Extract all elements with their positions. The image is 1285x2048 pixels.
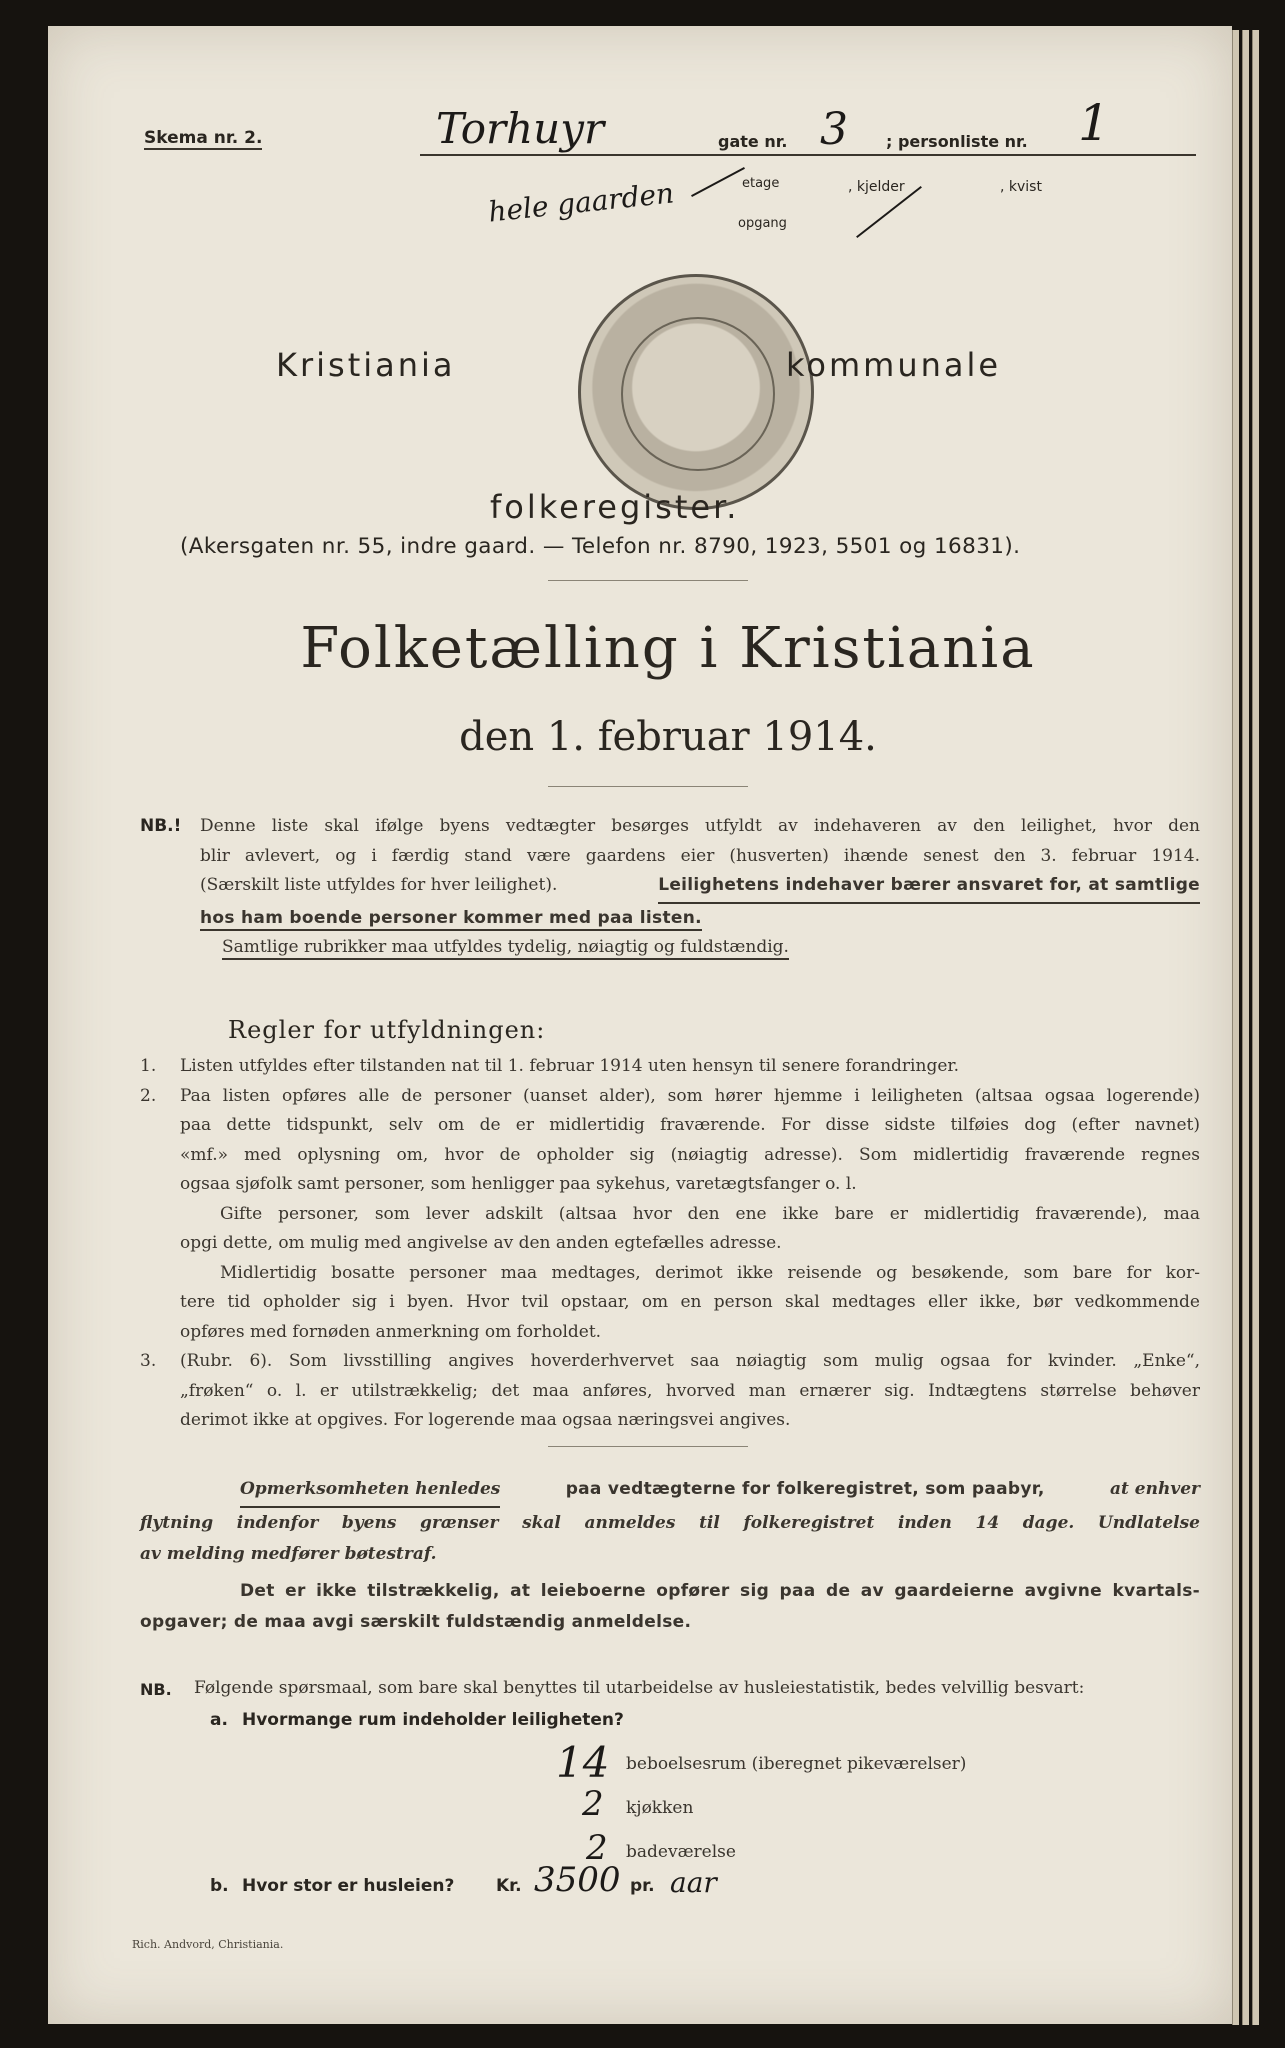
rule-line: [140, 1200, 1200, 1230]
nb-notice-text: [200, 812, 1200, 963]
rule-line: [140, 1318, 1200, 1348]
kitchen-count-handwritten[interactable]: 2: [582, 1784, 604, 1824]
bathroom-label: badeværelse: [626, 1842, 736, 1862]
rule-text: Midlertidig bosatte personer maa medtages, derimot ikke reisende og besøkende, som bare for kor-: [220, 1262, 1200, 1283]
rule-number: 2.: [140, 1085, 157, 1106]
rule-line: [140, 1170, 1200, 1200]
folkeregister-word: folkeregister.: [490, 488, 740, 526]
gate-label: gate nr.: [718, 132, 788, 151]
gate-number-handwritten[interactable]: 3: [820, 104, 848, 155]
rule-number: [140, 1200, 180, 1230]
attention-line-1a: Opmerksomheten henledes: [240, 1474, 500, 1508]
rule-line: [140, 1347, 1200, 1377]
rule-number: [140, 1141, 180, 1171]
nb-line-3b: Leilighetens indehaver bærer ansvaret for, at samtlige: [658, 871, 1200, 904]
rule-number: [140, 1111, 180, 1141]
kitchen-label: kjøkken: [626, 1798, 694, 1818]
rule-line: [140, 1111, 1200, 1141]
personliste-number-handwritten[interactable]: 1: [1078, 94, 1110, 152]
nb-line-1: Denne liste skal ifølge byens vedtægter besørges utfyldt av indehaveren av den leilighet, hvor den: [200, 816, 1200, 836]
rule-text: Paa listen opføres alle de personer (uanset alder), som hører hjemme i leiligheten (altsaa ogsaa logerende): [180, 1085, 1200, 1106]
rule-text: Listen utfyldes efter tilstanden nat til 1. februar 1914 uten hensyn til senere forandringer.: [180, 1056, 960, 1076]
nb-line-3: [200, 871, 1200, 904]
nb-line-3a: (Særskilt liste utfyldes for hver leilighet).: [200, 875, 558, 895]
office-address: (Akersgaten nr. 55, indre gaard. — Telefon nr. 8790, 1923, 5501 og 16831).: [180, 534, 1021, 559]
question-b-label: b.: [210, 1876, 229, 1896]
rooms-label: beboelsesrum (iberegnet pikeværelser): [626, 1754, 967, 1774]
rules-list: [140, 1052, 1200, 1436]
rule-number: 3.: [140, 1351, 157, 1371]
kjelder-label: , kjelder: [848, 179, 905, 195]
rule-line: [140, 1229, 1200, 1259]
rule-number: [140, 1288, 180, 1318]
rule-number: [140, 1406, 180, 1436]
rule-text: opgi dette, om mulig med angivelse av den anden egtefælles adresse.: [180, 1233, 782, 1253]
census-form-page: [48, 26, 1232, 2024]
questions-intro: Følgende spørsmaal, som bare skal benyttes til utarbeidelse av husleiestatistik, bedes velvillig besvart:: [194, 1678, 1085, 1698]
attention-line-4: Det er ikke tilstrækkelig, at leieboerne opfører sig paa de av gaardeierne avgivne kvartals-: [240, 1581, 1200, 1601]
main-title: Folketælling i Kristiania: [300, 616, 1036, 681]
rule-line: [140, 1141, 1200, 1171]
kommunale-word: kommunale: [786, 346, 1002, 384]
rule-line: [140, 1259, 1200, 1289]
rule-text: ogsaa sjøfolk samt personer, som henligger paa sykehus, varetægtsfanger o. l.: [180, 1174, 857, 1194]
rooms-count-handwritten[interactable]: 14: [556, 1738, 610, 1787]
rule-number: [140, 1259, 180, 1289]
rule-number: [140, 1170, 180, 1200]
printer-credit: Rich. Andvord, Christiania.: [132, 1938, 284, 1951]
rule-text: „frøken“ o. l. er utilstrækkelig; det maa anføres, hvorved man ernærer sig. Indtægtens størrelse behøver: [180, 1380, 1200, 1401]
kvist-label: , kvist: [1000, 179, 1042, 195]
nb-line-2: blir avlevert, og i færdig stand være gaardens eier (husverten) ihænde senest den 3. februar 1914.: [200, 845, 1200, 866]
attention-paragraph: [140, 1474, 1200, 1638]
attention-line-1c: at enhver: [1110, 1479, 1200, 1499]
question-a-text: Hvormange rum indeholder leiligheten?: [242, 1710, 624, 1730]
opgang-label: opgang: [738, 216, 787, 231]
handwritten-strike-1: [691, 167, 745, 197]
rule-number: [140, 1377, 180, 1407]
bathroom-count-handwritten[interactable]: 2: [586, 1828, 608, 1868]
rule-text: paa dette tidspunkt, selv om de er midlertidig fraværende. For disse sidste tilføies dog (efter navnet): [180, 1115, 1200, 1135]
rule-line: [140, 1377, 1200, 1407]
nb-label: NB.!: [140, 816, 182, 836]
question-b-kr: Kr.: [496, 1876, 522, 1896]
rule-line: [140, 1052, 1200, 1082]
rule-text: derimot ikke at opgives. For logerende maa ogsaa næringsvei angives.: [180, 1410, 791, 1430]
attention-line-2: flytning indenfor byens grænser skal anmeldes til folkeregistret inden 14 dage. Undlatelse: [140, 1513, 1200, 1533]
questions-nb-label: NB.: [140, 1680, 172, 1699]
question-b-text: Hvor stor er husleien?: [242, 1876, 455, 1896]
census-date: den 1. februar 1914.: [459, 714, 877, 760]
skema-label: Skema nr. 2.: [144, 128, 263, 148]
rent-amount-handwritten[interactable]: 3500: [534, 1860, 621, 1900]
street-name-handwritten[interactable]: Torhuyr: [436, 104, 605, 153]
nb-line-4: hos ham boende personer kommer med paa listen.: [200, 908, 702, 931]
location-handwritten[interactable]: hele gaarden: [486, 176, 676, 229]
rule-text: (Rubr. 6). Som livsstilling angives hoverderhvervet saa nøiagtig som mulig ogsaa for kvinder. „Enke“,: [180, 1351, 1200, 1371]
rule-text: tere tid opholder sig i byen. Hvor tvil opstaar, om en person skal medtages eller ikke, bør vedkommende: [180, 1292, 1200, 1312]
rule-number: 1.: [140, 1056, 157, 1076]
personliste-label: ; personliste nr.: [886, 132, 1028, 151]
attention-line-1b: paa vedtægterne for folkeregistret, som paabyr,: [565, 1479, 1045, 1499]
rules-heading: Regler for utfyldningen:: [228, 1016, 546, 1044]
rule-line: [140, 1406, 1200, 1436]
attention-line-5: opgaver; de maa avgi særskilt fuldstændig anmeldelse.: [140, 1612, 692, 1632]
question-b-pr: pr.: [630, 1876, 655, 1896]
nb-line-5: Samtlige rubrikker maa utfyldes tydelig, nøiagtig og fuldstændig.: [222, 937, 789, 960]
rule-text: opføres med fornøden anmerkning om forholdet.: [180, 1321, 602, 1342]
stacked-page-edges: [1232, 30, 1262, 2025]
rule-number: [140, 1318, 180, 1348]
rule-line: [140, 1288, 1200, 1318]
etage-label: etage: [742, 176, 780, 191]
attention-line-3: av melding medfører bøtestraf.: [140, 1544, 437, 1564]
kristiania-word: Kristiania: [276, 346, 456, 384]
rule-text: Gifte personer, som lever adskilt (altsaa hvor den ene ikke bare er midlertidig fraværende), maa: [220, 1203, 1200, 1224]
rule-text: «mf.» med oplysning om, hvor de opholder sig (nøiagtig adresse). Som midlertidig fraværende regnes: [180, 1144, 1200, 1165]
rule-number: [140, 1229, 180, 1259]
kristiania-city-seal: [578, 274, 814, 510]
rule-line: [140, 1082, 1200, 1112]
rent-period-handwritten[interactable]: aar: [670, 1866, 717, 1899]
question-a-label: a.: [210, 1710, 228, 1730]
